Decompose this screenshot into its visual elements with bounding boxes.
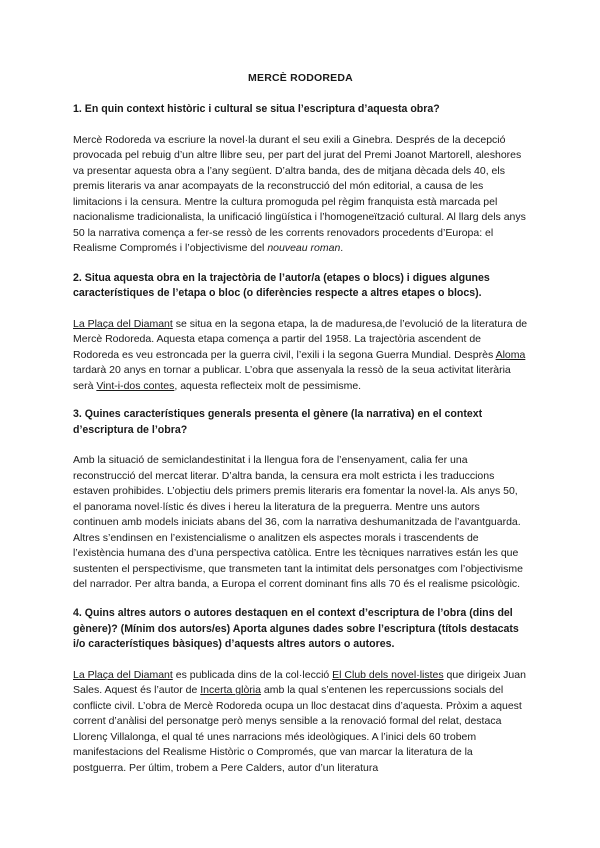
answer-2 — [73, 317, 528, 395]
work-title-aloma: Aloma — [495, 348, 526, 361]
answer-3: Amb la situació de semiclandestinitat i la llengua fora de l’ensenyament, calia fer una reconstrucció del mercat literar. D’altra banda, la censura era molt estricta i les traduccions estaven prohibides. L’objectiu dels primers premis literaris era fomentar la novel·la. Als anys 50, el panorama novel·lístic és dives i hereu la literatura de la preguerra. Mentre uns autors continuen amb models iniciats abans del 36, com la narrativa deshumanitzada de l’avantguarda. Altres s’endinsen en l’existencialisme o analitzen els aspectes morals i trascendents de l’existència humana des d’una perspectiva catòlica. Entre les tècniques narratives están les que sustenten el perspectivisme, que transmeten tant la intimitat dels personatges com l’objectivisme del narrador. Per altra banda, a Europa el corrent dominant fins alls 70 és el realisme psicològic. — [73, 454, 523, 591]
answer-4-part-2: que dirigeix Juan Sales. Aquest és l’autor de — [73, 668, 526, 697]
answer-1 — [73, 133, 528, 257]
question-2: 2. Situa aquesta obra en la trajectòria de l’autor/a (etapes o blocs) i digues algunes característiques de l’etapa o bloc (o diferències respecte a altres etapes o blocs). — [73, 271, 490, 300]
collection-title: El Club dels novel·listes — [332, 668, 444, 681]
answer-2-part-2: tardarà 20 anys en tornar a publicar. L’obra que assenyala la ressò de la seua activitat literària serà — [73, 364, 511, 392]
work-title-la-placa-2: La Plaça del Diamant — [73, 668, 173, 681]
answer-4-part-3: amb la qual s’entenen les repercussions socials del conflicte civil. L’obra de Mercè Rodoreda ocupa un lloc destacat dins d’aquesta. Pròxim a aquest corrent d’anàlisi del personatge però menys sensible a la renovació formal del relat, destaca Llorenç Villalonga, el qual té unes narracions més ideològiques. A l’inici dels 60 trobem manifestacions del Realisme Històric o Compromés, que van marcar la literatura de la postguerra. Per últim, trobem a Pere Calders, autor d’un literatura — [73, 684, 522, 774]
document-title: MERCÈ RODOREDA — [248, 72, 353, 84]
answer-1-text: Mercè Rodoreda va escriure la novel·la durant el seu exili a Ginebra. Després de la decepció provocada pel rebuig d’un altre llibre seu, per part del jurat del Premi Joanot Martorell, aleshores va presentar aquesta obra a l’any següent. D’altra banda, des de mitjana dècada dels 40, els premis literaris va anar acompayats de la reconstrucció del món editorial, a causa de les limitacions i la censura. Mentre la cultura promoguda pel règim franquista està marcada pel nacionalisme tradicionalista, la unificació lingüística i l’homogeneïtzació cultural. Al llarg dels anys 50 la narrativa comença a fer-se ressò de les corrents renovadors procedents d’Europa: el Realisme Compromés i l’objectivisme del — [73, 133, 526, 255]
answer-4-part-1: es publicada dins de la col·lecció — [172, 668, 333, 681]
work-title-vint-i-dos-contes: Vint-i-dos contes — [96, 379, 175, 392]
question-4: 4. Quins altres autors o autores destaquen en el context d’escriptura de l’obra (dins del gènere)? (Mínim dos autors/es) Aporta algunes dades sobre l’escriptura (títols destacats i/o característiques bàsiques) d’aquests altres autors o autores. — [73, 606, 519, 651]
question-3: 3. Quines característiques generals presenta el gènere (la narrativa) en el context d’escriptura de l’obra? — [73, 408, 483, 436]
work-title-la-placa: La Plaça del Diamant — [73, 317, 173, 330]
answer-4 — [73, 668, 528, 777]
answer-1-end: . — [340, 242, 344, 255]
work-title-incerta-gloria: Incerta glòria — [200, 684, 261, 697]
answer-2-part-3: , aquesta reflecteix molt de pessimisme. — [174, 379, 362, 392]
question-1: 1. En quin context històric i cultural se situa l’escriptura d’aquesta obra? — [73, 103, 440, 115]
answer-2-part-1: se situa en la segona etapa, la de maduresa,de l’evolució de la literatura de Mercè Rodoreda. Aquesta etapa comença a partir del 1958. La trajectòria ascendent de Rodoreda es veu estroncada per la guerra civil, l’exili i la segona Guerra Mundial. Desprès — [73, 317, 528, 361]
answer-1-italic-term: nouveau roman — [267, 242, 341, 255]
